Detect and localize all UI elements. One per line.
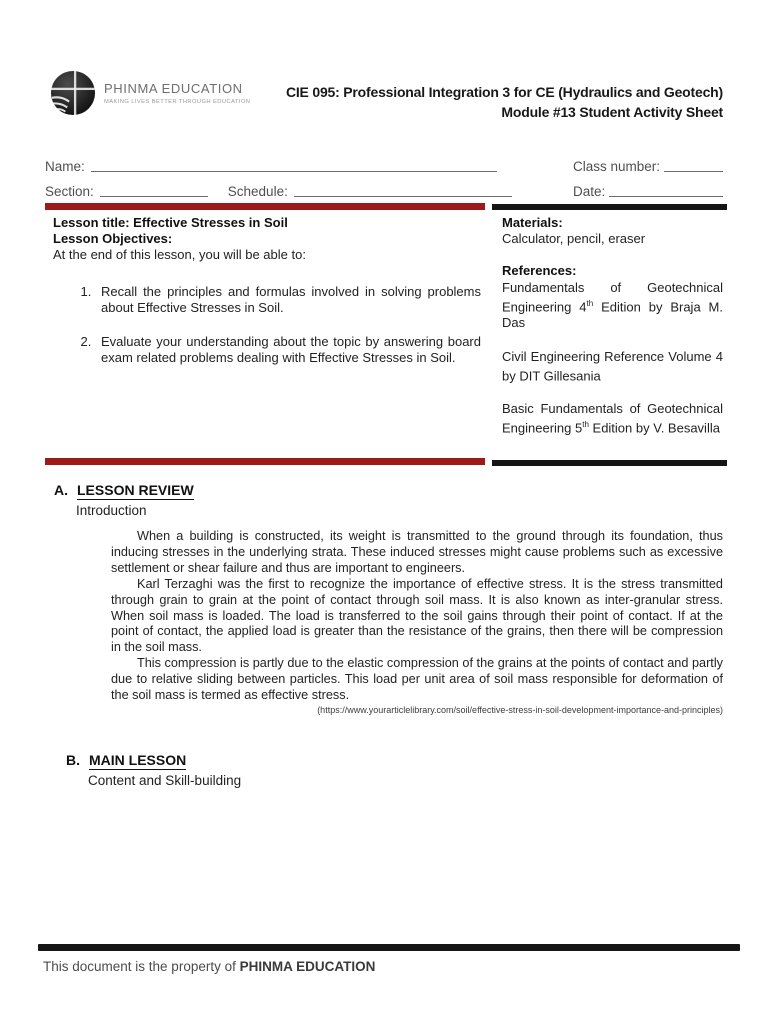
field-row-2 xyxy=(45,174,723,199)
introduction-paragraphs xyxy=(111,529,723,704)
class-number-blank-line xyxy=(664,160,723,172)
lesson-info-block xyxy=(45,203,727,466)
lesson-review-heading: LESSON REVIEW xyxy=(77,482,194,498)
footer-brand-text: PHINMA EDUCATION xyxy=(239,959,376,974)
reference-entry: Basic Fundamentals of Geotechnical Engineering 5th Edition by V. Besavilla xyxy=(502,401,723,436)
lesson-objectives-column xyxy=(45,203,485,466)
materials-items: Calculator, pencil, eraser xyxy=(502,231,646,247)
content-skill-building-subheading: Content and Skill-building xyxy=(88,773,242,788)
references-heading: References: xyxy=(502,263,577,279)
class-number-label: Class number: xyxy=(573,159,661,174)
logo-tagline-text: MAKING LIVES BETTER THROUGH EDUCATION xyxy=(104,99,251,105)
name-label: Name: xyxy=(45,159,85,174)
reference-entry: Civil Engineering Reference Volume 4 by DIT Gillesania xyxy=(502,348,723,384)
footer-divider-bar xyxy=(38,944,740,951)
objective-item: 2. Evaluate your understanding about the topic by answering board exam related problems dealing with Effective Stresses in Soil. xyxy=(95,334,481,366)
footer-property-text: This document is the property of xyxy=(43,959,240,974)
phinma-globe-icon xyxy=(50,70,96,116)
section-blank-line xyxy=(100,185,208,197)
materials-heading: Materials: xyxy=(502,215,563,230)
name-blank-line xyxy=(91,160,497,172)
section-lesson-review xyxy=(54,482,723,715)
schedule-label: Schedule: xyxy=(227,184,288,199)
course-title-line1: CIE 095: Professional Integration 3 for CE (Hydraulics and Geotech) xyxy=(285,84,723,100)
main-lesson-heading: MAIN LESSON xyxy=(89,752,187,768)
lesson-objectives-intro: At the end of this lesson, you will be able to: xyxy=(53,247,306,263)
section-label: Section: xyxy=(45,184,94,199)
lesson-objectives-heading: Lesson Objectives: xyxy=(53,231,173,247)
introduction-subheading: Introduction xyxy=(76,503,147,518)
objectives-list xyxy=(53,284,481,367)
schedule-blank-line xyxy=(294,185,512,197)
paragraph: When a building is constructed, its weight is transmitted to the ground through its foundation, thus inducing stresses in the underlying strata. These induced stresses might cause problems such as excessive settlement or shear failure and thus are important to engineers. xyxy=(111,529,723,575)
lesson-title: Lesson title: Effective Stresses in Soil xyxy=(53,215,288,230)
student-info-fields xyxy=(45,149,723,199)
materials-references-column xyxy=(492,203,727,466)
section-b-label: B. xyxy=(66,752,80,768)
objective-item: 1. Recall the principles and formulas involved in solving problems about Effective Stresses in Soil. xyxy=(95,284,481,316)
date-blank-line xyxy=(609,185,723,197)
section-main-lesson xyxy=(66,752,716,788)
logo-brand-text: PHINMA EDUCATION xyxy=(104,81,243,96)
reference-entry: Fundamentals of Geotechnical Engineering 4th Edition by Braja M. Das xyxy=(502,279,724,331)
document-title xyxy=(286,82,723,122)
date-label: Date: xyxy=(573,184,606,199)
paragraph: This compression is partly due to the elastic compression of the grains at the points of contact and partly due to relative sliding between particles. This load per unit area of soil mass responsible for deformation of the soil mass is termed as effective stress. xyxy=(111,656,723,703)
section-a-label: A. xyxy=(54,482,68,498)
document-footer xyxy=(38,944,740,974)
source-citation: (https://www.yourarticlelibrary.com/soil/effective-stress-in-soil-development-importance-and-principles) xyxy=(317,704,723,715)
red-divider-bar-bottom xyxy=(45,458,485,465)
phinma-logo xyxy=(50,70,250,116)
red-divider-bar-top xyxy=(45,203,485,210)
course-title-line2: Module #13 Student Activity Sheet xyxy=(501,104,723,120)
paragraph: Karl Terzaghi was the first to recognize the importance of effective stress. It is the stress transmitted through grain to grain at the point of contact through soil mass. It is also known as inter-granular stress. When soil mass is loaded. The load is transferred to the soil gains through their point of contact. If at the point of contact, the applied load is greater than the resistance of the grains, then there will be compression in the soil mass. xyxy=(111,576,723,655)
black-divider-bar-bottom xyxy=(492,460,727,466)
field-row-1 xyxy=(45,149,723,174)
